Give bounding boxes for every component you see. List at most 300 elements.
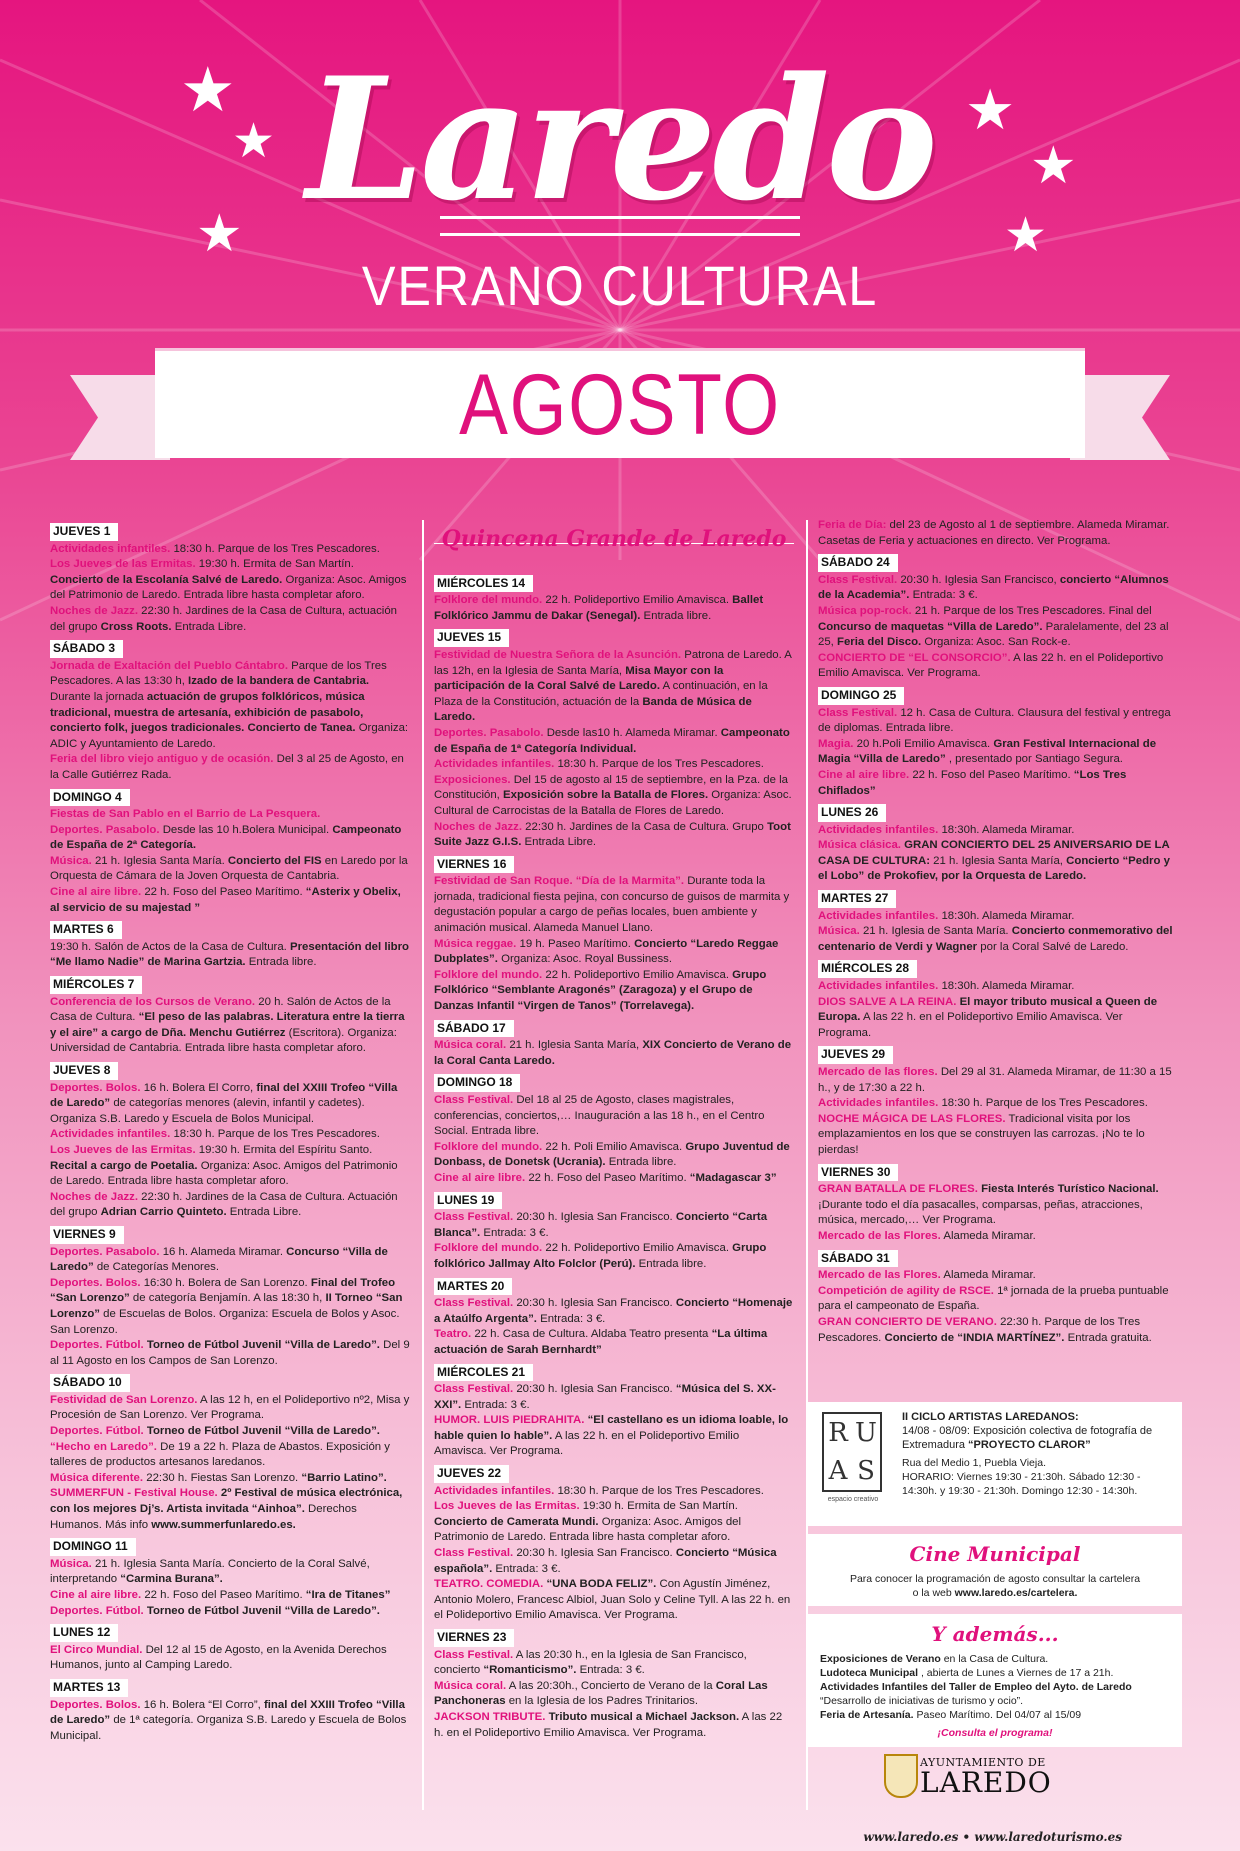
day-heading: VIERNES 30 bbox=[818, 1164, 898, 1182]
ademas-item bbox=[820, 1652, 1170, 1666]
day-block bbox=[50, 1369, 410, 1533]
event-item bbox=[50, 807, 410, 823]
event-label: Los Jueves de las Ermitas. bbox=[50, 1143, 196, 1156]
event-highlight: final del XXIII Trofeo “Villa de Laredo” bbox=[50, 1081, 398, 1110]
event-text: de Escuelas de Bolos. Organiza: Escuela de Bolos y Asoc. San Lorenzo. bbox=[50, 1307, 400, 1336]
event-highlight: Coral Las Panchoneras bbox=[434, 1679, 768, 1708]
event-text: A las 20:30 h., en la Iglesia de San Francisco, concierto bbox=[434, 1648, 747, 1677]
day-heading: JUEVES 29 bbox=[818, 1046, 893, 1064]
event-highlight: Torneo de Fútbol Juvenil “Villa de Laredo”. bbox=[146, 1425, 380, 1438]
event-label: Cine al aire libre. bbox=[818, 768, 910, 781]
event-item bbox=[434, 1171, 794, 1187]
event-item bbox=[434, 1710, 794, 1741]
event-label: Los Jueves de las Ermitas. bbox=[434, 1500, 580, 1513]
day-heading: MARTES 20 bbox=[434, 1278, 512, 1296]
footer-urls[interactable]: www.laredo.es • www.laredoturismo.es bbox=[863, 1830, 1122, 1844]
event-item bbox=[434, 773, 794, 820]
event-text: “Desarrollo de iniciativas de turismo y ocio”. bbox=[820, 1695, 1024, 1707]
event-text: de categoría Benjamín. A las 18:30 h, bbox=[132, 1292, 326, 1305]
event-highlight: “La última actuación de Sarah Bernhardt” bbox=[434, 1328, 768, 1356]
event-item bbox=[50, 1127, 410, 1143]
day-block bbox=[818, 1159, 1178, 1245]
quincena-heading: Quincena Grande de Laredo bbox=[434, 532, 794, 548]
event-label: JACKSON TRIBUTE. bbox=[434, 1710, 546, 1723]
event-text: Del 12 al 15 de Agosto, en la Avenida Derechos Humanos, junto al Camping Laredo. bbox=[50, 1643, 387, 1672]
event-text: Entrada Libre. bbox=[524, 836, 597, 849]
event-item bbox=[50, 1245, 410, 1276]
ademas-title: Y además... bbox=[931, 1622, 1059, 1646]
ruas-letter: A bbox=[828, 1456, 848, 1486]
ruas-heading: II CICLO ARTISTAS LAREDANOS: bbox=[902, 1411, 1079, 1423]
event-text: Organiza: Asoc. Amigos del Patrimonio de Laredo. Entrada libre hasta completar aforo. bbox=[434, 1515, 742, 1544]
coat-of-arms-icon bbox=[884, 1754, 918, 1798]
day-block bbox=[818, 885, 1178, 955]
event-label: Música. bbox=[50, 854, 92, 867]
event-text: 19:30 h. Ermita de San Martín. bbox=[582, 1500, 738, 1513]
event-text: Organiza: Asoc. Cultural de Carrocistas de la Batalla de Flores de Laredo. bbox=[434, 789, 792, 817]
day-block bbox=[434, 851, 794, 1015]
ruas-details bbox=[902, 1410, 1172, 1498]
event-text: 22:30 h. Jardines de la Casa de Cultura, actuación del grupo bbox=[50, 604, 397, 633]
day-block bbox=[50, 1619, 410, 1674]
event-label: Música pop-rock. bbox=[818, 604, 912, 617]
event-label: Música reggae. bbox=[434, 937, 517, 950]
event-label: Actividades infantiles. bbox=[818, 980, 939, 993]
event-item bbox=[818, 838, 1178, 885]
event-text: Paseo Marítimo. Del 04/07 al 15/09 bbox=[916, 1709, 1082, 1721]
event-highlight: actuación de grupos folklóricos, música tradicional, muestra de artesanía, exhibición de pasabolo, concierto folk, juegos tradicionales. Concierto de Tanea. bbox=[50, 690, 365, 735]
event-text: 22:30 h. Jardines de la Casa de Cultura. Actuación del grupo bbox=[50, 1190, 398, 1219]
event-highlight: Concierto de Camerata Mundi. bbox=[434, 1515, 599, 1528]
event-text: Del 18 al 25 de Agosto, clases magistrales, conferencias, conciertos,… Inauguración a las 18 h., en el Centro Social. Entrada libre. bbox=[434, 1094, 765, 1138]
event-highlight: Concurso de maquetas “Villa de Laredo”. bbox=[818, 620, 1043, 633]
event-label: Class Festival. bbox=[434, 1383, 514, 1396]
event-item bbox=[50, 1276, 410, 1338]
event-text: 21 h. Parque de los Tres Pescadores. Final del bbox=[914, 604, 1152, 617]
event-label: CONCIERTO DE “EL CONSORCIO”. bbox=[818, 651, 1011, 664]
event-item bbox=[50, 1486, 410, 1533]
event-item bbox=[818, 924, 1178, 955]
day-heading: MARTES 13 bbox=[50, 1679, 128, 1697]
ruas-line-bold: “PROYECTO CLAROR” bbox=[968, 1439, 1091, 1451]
month-label: AGOSTO bbox=[459, 357, 781, 453]
event-item bbox=[50, 659, 410, 753]
event-text: Entrada libre. bbox=[608, 1156, 677, 1169]
event-label: DIOS SALVE A LA REINA. bbox=[818, 995, 957, 1008]
event-text: 20:30 h. Iglesia San Francisco. bbox=[516, 1547, 676, 1560]
event-text: en la Casa de Cultura. bbox=[943, 1653, 1049, 1665]
event-text: 22 h. Poli Emilio Amavisca. bbox=[545, 1140, 683, 1153]
event-text: Desde las 10 h.Bolera Municipal. bbox=[162, 823, 333, 836]
event-highlight: “Barrio Latino”. bbox=[301, 1471, 387, 1484]
event-highlight: “Carmina Burana”. bbox=[120, 1573, 223, 1586]
event-label: Deportes. Fútbol. bbox=[50, 1339, 144, 1352]
event-label: Música clásica. bbox=[818, 839, 901, 852]
day-block bbox=[434, 1187, 794, 1273]
event-text: Patrona de Laredo. A las 12h, en la Iglesia de Santa María, bbox=[434, 648, 792, 677]
day-block bbox=[50, 1221, 410, 1369]
event-item bbox=[434, 1499, 794, 1546]
event-item bbox=[434, 1093, 794, 1140]
event-text: Entrada: 3 €. bbox=[495, 1562, 561, 1575]
event-label: Class Festival. bbox=[434, 1297, 514, 1310]
event-highlight: XIX Concierto de Verano de la Coral Canta Laredo. bbox=[434, 1039, 792, 1067]
cine-web-link[interactable]: www.laredo.es/cartelera. bbox=[954, 1587, 1078, 1599]
event-text: Durante la jornada bbox=[50, 690, 147, 703]
event-item bbox=[50, 1081, 410, 1128]
event-label: Folklore del mundo. bbox=[434, 1242, 543, 1255]
star-icon: ★ bbox=[1030, 137, 1077, 195]
day-heading: DOMINGO 11 bbox=[50, 1538, 136, 1556]
event-label: Jornada de Exaltación del Pueblo Cántabro. bbox=[50, 659, 288, 672]
event-highlight: Concierto de “INDIA MARTÍNEZ”. bbox=[884, 1331, 1065, 1344]
event-item bbox=[50, 752, 410, 783]
event-item bbox=[434, 1577, 794, 1624]
event-label: Folklore del mundo. bbox=[434, 968, 543, 981]
event-item bbox=[818, 737, 1178, 768]
event-text: 22 h. Polideportivo Emilio Amavisca. bbox=[545, 968, 733, 981]
event-highlight: Concierto “Laredo Reggae Dubplates”. bbox=[434, 937, 779, 966]
event-label: Mercado de las Flores. bbox=[818, 1269, 941, 1282]
event-label: Festividad de San Lorenzo. bbox=[50, 1393, 198, 1406]
event-text: Durante toda la jornada, tradicional fiesta pejina, con concurso de guisos de marmita y degustación popular a cargo de peñas locales, buen ambiente y animación musical. Alameda Manuel Llano. bbox=[434, 875, 790, 935]
event-label: Actividades infantiles. bbox=[50, 1128, 171, 1141]
event-text: Entrada: 3 €. bbox=[579, 1664, 645, 1677]
event-text: 21 h. Iglesia Santa María, bbox=[509, 1039, 643, 1052]
event-item bbox=[818, 706, 1178, 737]
event-text: 1ª jornada de la prueba puntuable para el campeonato de España. bbox=[818, 1284, 1169, 1313]
event-text: de categorías menores (alevin, infantil y cadetes). Organiza S.B. Laredo y Escuela de Bolos Municipal. bbox=[50, 1097, 365, 1125]
ruas-logo bbox=[822, 1412, 882, 1492]
event-text: 16:30 h. Bolera de San Lorenzo. bbox=[143, 1276, 311, 1289]
event-item bbox=[50, 557, 410, 604]
event-label: Folklore del mundo. bbox=[434, 1140, 543, 1153]
day-heading: MIÉRCOLES 28 bbox=[818, 960, 917, 978]
ayuntamiento-label: AYUNTAMIENTO DE bbox=[920, 1756, 1046, 1769]
event-label: Class Festival. bbox=[818, 706, 898, 719]
event-label: Música diferente. bbox=[50, 1471, 144, 1484]
ruas-exhibition-line bbox=[902, 1424, 1172, 1452]
event-text: 21 h. Iglesia Santa María. Concierto de la Coral Salvé, interpretando bbox=[50, 1557, 370, 1586]
event-text: 19:30 h. Ermita del Espíritu Santo. bbox=[198, 1143, 373, 1156]
event-text: 18:30h. Alameda Miramar. bbox=[941, 909, 1075, 922]
event-highlight: Gran Festival Internacional de Magia “Villa de Laredo” bbox=[818, 737, 1157, 766]
ruas-letter: S bbox=[857, 1456, 875, 1486]
event-text: Entrada: 3 €. bbox=[540, 1312, 606, 1325]
day-heading: MARTES 6 bbox=[50, 921, 122, 939]
event-text: 20:30 h. Iglesia San Francisco, bbox=[900, 573, 1060, 586]
event-label: Cine al aire libre. bbox=[50, 886, 142, 899]
event-item bbox=[434, 1679, 794, 1710]
event-item bbox=[50, 1190, 410, 1221]
day-block bbox=[434, 1359, 794, 1461]
event-item bbox=[434, 1484, 794, 1500]
day-block bbox=[50, 916, 410, 971]
event-text: Entrada Libre. bbox=[229, 1206, 302, 1219]
event-label: Actividades infantiles. bbox=[434, 1484, 555, 1497]
event-text: 18:30h. Alameda Miramar. bbox=[941, 980, 1075, 993]
event-item bbox=[50, 940, 410, 971]
event-label: Actividades infantiles. bbox=[50, 542, 171, 555]
event-text: 16 h. Bolera “El Corro”, bbox=[143, 1698, 264, 1711]
event-text: Tradicional visita por los emplazamientos en los que se construyen las carrozas. ¡No te lo pierdas! bbox=[818, 1112, 1145, 1156]
ruas-hours: HORARIO: Viernes 19:30 - 21:30h. Sábado 12:30 - 14:30h. y 19:30 - 21:30h. Domingo 12:30 - 14:30h. bbox=[902, 1471, 1141, 1497]
day-heading: LUNES 26 bbox=[818, 804, 886, 822]
event-item bbox=[434, 1210, 794, 1241]
star-icon: ★ bbox=[196, 205, 243, 263]
event-item bbox=[818, 1268, 1178, 1284]
event-item bbox=[818, 995, 1178, 1042]
day-heading: MIÉRCOLES 14 bbox=[434, 575, 533, 593]
day-block bbox=[818, 518, 1178, 549]
event-item bbox=[434, 820, 794, 851]
event-item bbox=[434, 726, 794, 757]
star-icon: ★ bbox=[180, 56, 236, 125]
event-text: A las 22 h. en el Polideportivo Emilio Amavisca. Ver Programa. bbox=[818, 651, 1164, 680]
day-block bbox=[50, 1533, 410, 1619]
event-highlight: www.summerfunlaredo.es. bbox=[151, 1518, 296, 1531]
event-highlight: Concierto de la Escolanía Salvé de Laredo. bbox=[50, 573, 283, 586]
day-heading: DOMINGO 4 bbox=[50, 789, 130, 807]
event-item bbox=[434, 1241, 794, 1272]
event-highlight: II Torneo “San Lorenzo” bbox=[50, 1292, 403, 1320]
day-heading: MIÉRCOLES 21 bbox=[434, 1364, 533, 1382]
event-highlight: Exposición sobre la Batalla de Flores. bbox=[503, 789, 709, 802]
event-label: Música. bbox=[818, 925, 860, 938]
event-item bbox=[434, 1648, 794, 1679]
event-item bbox=[50, 604, 410, 635]
event-label: Class Festival. bbox=[818, 573, 898, 586]
event-text: 22 h. Casa de Cultura. Aldaba Teatro presenta bbox=[474, 1328, 712, 1341]
day-heading: VIERNES 23 bbox=[434, 1629, 514, 1647]
event-label: TEATRO. COMEDIA. bbox=[434, 1578, 544, 1591]
event-highlight: Concierto “Pedro y el Lobo” de Prokofiev, por la Orquesta de Laredo. bbox=[818, 854, 1170, 883]
event-text: Organiza: Asoc. San Rock-e. bbox=[924, 636, 1071, 649]
event-item bbox=[434, 1296, 794, 1327]
event-highlight: Cross Roots. bbox=[100, 620, 172, 633]
poster-title: Laredo bbox=[306, 40, 934, 238]
event-item bbox=[50, 885, 410, 916]
event-item bbox=[818, 768, 1178, 799]
event-label: Deportes. Pasabolo. bbox=[50, 823, 160, 836]
event-highlight: Concierto “Homenaje a Ataúlfo Argenta”. bbox=[434, 1297, 793, 1325]
event-highlight: Feria de Artesanía. bbox=[820, 1709, 914, 1721]
event-item bbox=[434, 1038, 794, 1069]
event-label: Cine al aire libre. bbox=[434, 1171, 526, 1184]
event-item bbox=[818, 1315, 1178, 1346]
event-text: de Categorías Menores. bbox=[96, 1261, 220, 1274]
event-item bbox=[434, 1327, 794, 1358]
event-text: 22:30 h. Jardines de la Casa de Cultura. Grupo bbox=[525, 820, 768, 833]
day-heading: MARTES 27 bbox=[818, 890, 896, 908]
day-block bbox=[50, 784, 410, 917]
event-item bbox=[818, 651, 1178, 682]
event-label: Actividades infantiles. bbox=[818, 1097, 939, 1110]
event-text: Del 15 de agosto al 15 de septiembre, en la Pza. de la Constitución, bbox=[434, 773, 788, 802]
event-label: Fiestas de San Pablo en el Barrio de La Pesquera. bbox=[50, 808, 321, 821]
event-label: Class Festival. bbox=[434, 1648, 514, 1661]
event-label: Los Jueves de las Ermitas. bbox=[50, 558, 196, 571]
star-icon: ★ bbox=[232, 115, 276, 168]
event-highlight: Grupo Juventud de Donbass, de Donetsk (Ucrania). bbox=[434, 1140, 790, 1169]
event-label: Conferencia de los Cursos de Verano. bbox=[50, 995, 256, 1008]
event-label: Música. bbox=[50, 1557, 92, 1570]
event-item bbox=[434, 757, 794, 773]
event-label: Noches de Jazz. bbox=[50, 604, 138, 617]
day-block bbox=[434, 570, 794, 625]
event-item bbox=[50, 1471, 410, 1487]
event-label: Competición de agility de RSCE. bbox=[818, 1284, 994, 1297]
day-heading: MIÉRCOLES 7 bbox=[50, 976, 142, 994]
event-text: 20 h.Poli Emilio Amavisca. bbox=[856, 737, 994, 750]
day-heading: SÁBADO 24 bbox=[818, 554, 898, 572]
event-item bbox=[50, 1557, 410, 1588]
event-text: 22 h. Polideportivo Emilio Amavisca. bbox=[545, 594, 733, 607]
ruas-letter: U bbox=[855, 1418, 877, 1448]
cine-text: Para conocer la programación de agosto consultar la cartelera bbox=[849, 1573, 1141, 1585]
event-item bbox=[50, 1338, 410, 1369]
event-text: en la Iglesia de los Padres Trinitarios. bbox=[508, 1695, 699, 1708]
day-block bbox=[818, 1245, 1178, 1347]
column-divider bbox=[422, 520, 424, 1810]
event-highlight: Toot Suite Jazz G.I.S. bbox=[434, 820, 791, 849]
event-item bbox=[50, 995, 410, 1057]
event-highlight: “Música del S. XX-XXI”. bbox=[434, 1383, 776, 1411]
event-highlight: El mayor tributo musical a Queen de Europa. bbox=[818, 995, 1158, 1024]
event-text: Entrada Libre. bbox=[174, 620, 247, 633]
star-icon: ★ bbox=[965, 78, 1016, 141]
day-block bbox=[818, 1041, 1178, 1158]
event-label: Deportes. Bolos. bbox=[50, 1698, 141, 1711]
ademas-list bbox=[820, 1652, 1170, 1722]
event-text: Entrada libre. bbox=[248, 956, 317, 969]
event-item bbox=[818, 573, 1178, 604]
event-item bbox=[818, 518, 1178, 549]
event-text: 12 h. Casa de Cultura. Clausura del festival y entrega de diplomas. Entrada libre. bbox=[818, 706, 1171, 735]
cine-title: Cine Municipal bbox=[909, 1542, 1081, 1566]
day-block bbox=[434, 624, 794, 850]
event-label: HUMOR. LUIS PIEDRAHITA. bbox=[434, 1414, 585, 1427]
event-text: en Laredo por la Orquesta de Cámara de la Joven Orquesta de Cantabria. bbox=[50, 854, 408, 883]
cine-web-line bbox=[820, 1586, 1170, 1600]
event-item bbox=[50, 823, 410, 854]
event-label: Música coral. bbox=[434, 1679, 507, 1692]
event-text: 22 h. Foso del Paseo Marítimo. bbox=[144, 886, 306, 899]
event-label: GRAN CONCIERTO DE VERANO. bbox=[818, 1315, 997, 1328]
day-block bbox=[50, 1674, 410, 1744]
event-highlight: Torneo de Fútbol Juvenil “Villa de Laredo”. bbox=[146, 1339, 380, 1352]
event-text: 21 h. Iglesia de Santa María. bbox=[862, 925, 1012, 938]
event-item bbox=[50, 1424, 410, 1440]
event-item bbox=[818, 979, 1178, 995]
event-item bbox=[434, 874, 794, 936]
event-text: Del 9 al 11 Agosto en los Campos de San Lorenzo. bbox=[50, 1339, 410, 1367]
event-text: , presentado por Santiago Segura. bbox=[948, 753, 1123, 766]
event-highlight: Banda de Música de Laredo. bbox=[434, 695, 752, 724]
event-text: 18:30 h. Parque de los Tres Pescadores. bbox=[557, 1484, 764, 1497]
event-item bbox=[50, 854, 410, 885]
day-heading: DOMINGO 18 bbox=[434, 1074, 520, 1092]
event-highlight: Fiesta Interés Turístico Nacional. bbox=[981, 1183, 1159, 1196]
ademas-cta: ¡Consulta el programa! bbox=[937, 1727, 1053, 1739]
event-text: 22 h. Polideportivo Emilio Amavisca. bbox=[545, 1242, 733, 1255]
event-text: Derechos Humanos. Más info bbox=[50, 1503, 357, 1531]
event-text: Organiza: Asoc. Amigos del Patrimonio de Laredo. Entrada libre hasta completar aforo. bbox=[50, 573, 407, 602]
event-label: Class Festival. bbox=[434, 1547, 514, 1560]
day-block bbox=[434, 1273, 794, 1359]
event-text: , abierta de Lunes a Viernes de 17 a 21h. bbox=[920, 1667, 1114, 1679]
day-block bbox=[50, 971, 410, 1057]
event-text: por la Coral Salvé de Laredo. bbox=[980, 940, 1129, 953]
event-item bbox=[818, 604, 1178, 651]
event-item bbox=[434, 968, 794, 1015]
day-heading: VIERNES 16 bbox=[434, 856, 514, 874]
poster-subtitle: VERANO CULTURAL bbox=[361, 254, 879, 317]
event-highlight: Grupo folklórico Jallmay Alto Folclor (Perú). bbox=[434, 1242, 767, 1270]
event-highlight: Ludoteca Municipal bbox=[820, 1667, 919, 1679]
event-text: 22 h. Foso del Paseo Marítimo. bbox=[528, 1171, 690, 1184]
event-text: Entrada: 3 €. bbox=[464, 1398, 530, 1411]
day-block bbox=[434, 1460, 794, 1624]
event-highlight: Concurso “Villa de Laredo” bbox=[50, 1245, 388, 1274]
title-underline bbox=[440, 216, 800, 236]
event-highlight: “Asterix y Obelix, al servicio de su majestad ” bbox=[50, 886, 401, 914]
ayuntamiento-logo bbox=[880, 1750, 1120, 1820]
event-item bbox=[434, 1546, 794, 1577]
event-text: 21 h. Iglesia Santa María, bbox=[933, 854, 1067, 867]
day-heading: JUEVES 15 bbox=[434, 629, 509, 647]
ademas-item bbox=[820, 1708, 1170, 1722]
ademas-box bbox=[808, 1614, 1182, 1747]
ruas-logo-subtitle: espacio creativo bbox=[827, 1496, 879, 1503]
event-highlight: Torneo de Fútbol Juvenil “Villa de Laredo”. bbox=[146, 1604, 380, 1617]
event-text: A las 22 h. en el Polideportivo Emilio Amavisca. Ver Programa. bbox=[434, 1710, 783, 1739]
event-highlight: Actividades Infantiles del Taller de Empleo del Ayto. de Laredo bbox=[820, 1681, 1132, 1693]
event-text: 20 h. Salón de Actos de la Casa de Cultura. bbox=[50, 995, 391, 1024]
event-text: Con Agustín Jiménez, Antonio Molero, Francesc Albiol, Juan Solo y Celine Tyll. A las 22 h. en el Polideportivo Emilio Amavisca. Ver Programa. bbox=[434, 1578, 791, 1622]
day-heading: LUNES 12 bbox=[50, 1624, 118, 1642]
event-text: Entrada: 3 €. bbox=[483, 1226, 549, 1239]
event-text: A las 12 h, en el Polideportivo nº2, Misa y Procesión de San Lorenzo. Ver Programa. bbox=[50, 1393, 410, 1422]
ribbon-tail-right bbox=[1070, 375, 1170, 460]
event-highlight: Concierto del FIS bbox=[227, 854, 322, 867]
event-highlight: “Los Tres Chiflados” bbox=[818, 768, 1127, 797]
ruas-letter: R bbox=[828, 1418, 848, 1448]
event-text: 21 h. Iglesia Santa María. bbox=[94, 854, 228, 867]
ademas-item bbox=[820, 1680, 1170, 1708]
event-label: Mercado de las flores. bbox=[818, 1066, 938, 1078]
event-label: Actividades infantiles. bbox=[818, 909, 939, 922]
event-item bbox=[818, 1229, 1178, 1245]
poster-header bbox=[0, 0, 1240, 520]
event-label: Festividad de San Roque. “Día de la Marmita”. bbox=[434, 875, 685, 888]
event-highlight: 2º Festival de música electrónica, con los mejores Dj’s. Artista invitada “Ainhoa”. bbox=[50, 1487, 403, 1516]
laredo-wordmark: LAREDO bbox=[920, 1766, 1052, 1799]
event-highlight: final del XXIII Trofeo “Villa de Laredo” bbox=[50, 1698, 405, 1727]
event-text: A las 22 h. en el Polideportivo Emilio Amavisca. Ver Programa. bbox=[434, 1429, 740, 1458]
event-label: Folklore del mundo. bbox=[434, 594, 543, 607]
event-text: 20:30 h. Iglesia San Francisco. bbox=[516, 1383, 676, 1396]
event-label: SUMMERFUN - Festival House. bbox=[50, 1487, 218, 1500]
event-item bbox=[50, 1440, 410, 1471]
event-highlight: Recital a cargo de Poetalia. bbox=[50, 1159, 198, 1172]
event-text: 20:30 h. Iglesia San Francisco. bbox=[516, 1211, 676, 1224]
event-label: Actividades infantiles. bbox=[434, 758, 555, 771]
event-label: GRAN BATALLA DE FLORES. bbox=[818, 1183, 978, 1196]
event-item bbox=[50, 542, 410, 558]
ruas-line-text: 14/08 - 08/09: Exposición colectiva de fotografía de Extremadura bbox=[902, 1425, 1153, 1451]
day-block bbox=[50, 518, 410, 635]
